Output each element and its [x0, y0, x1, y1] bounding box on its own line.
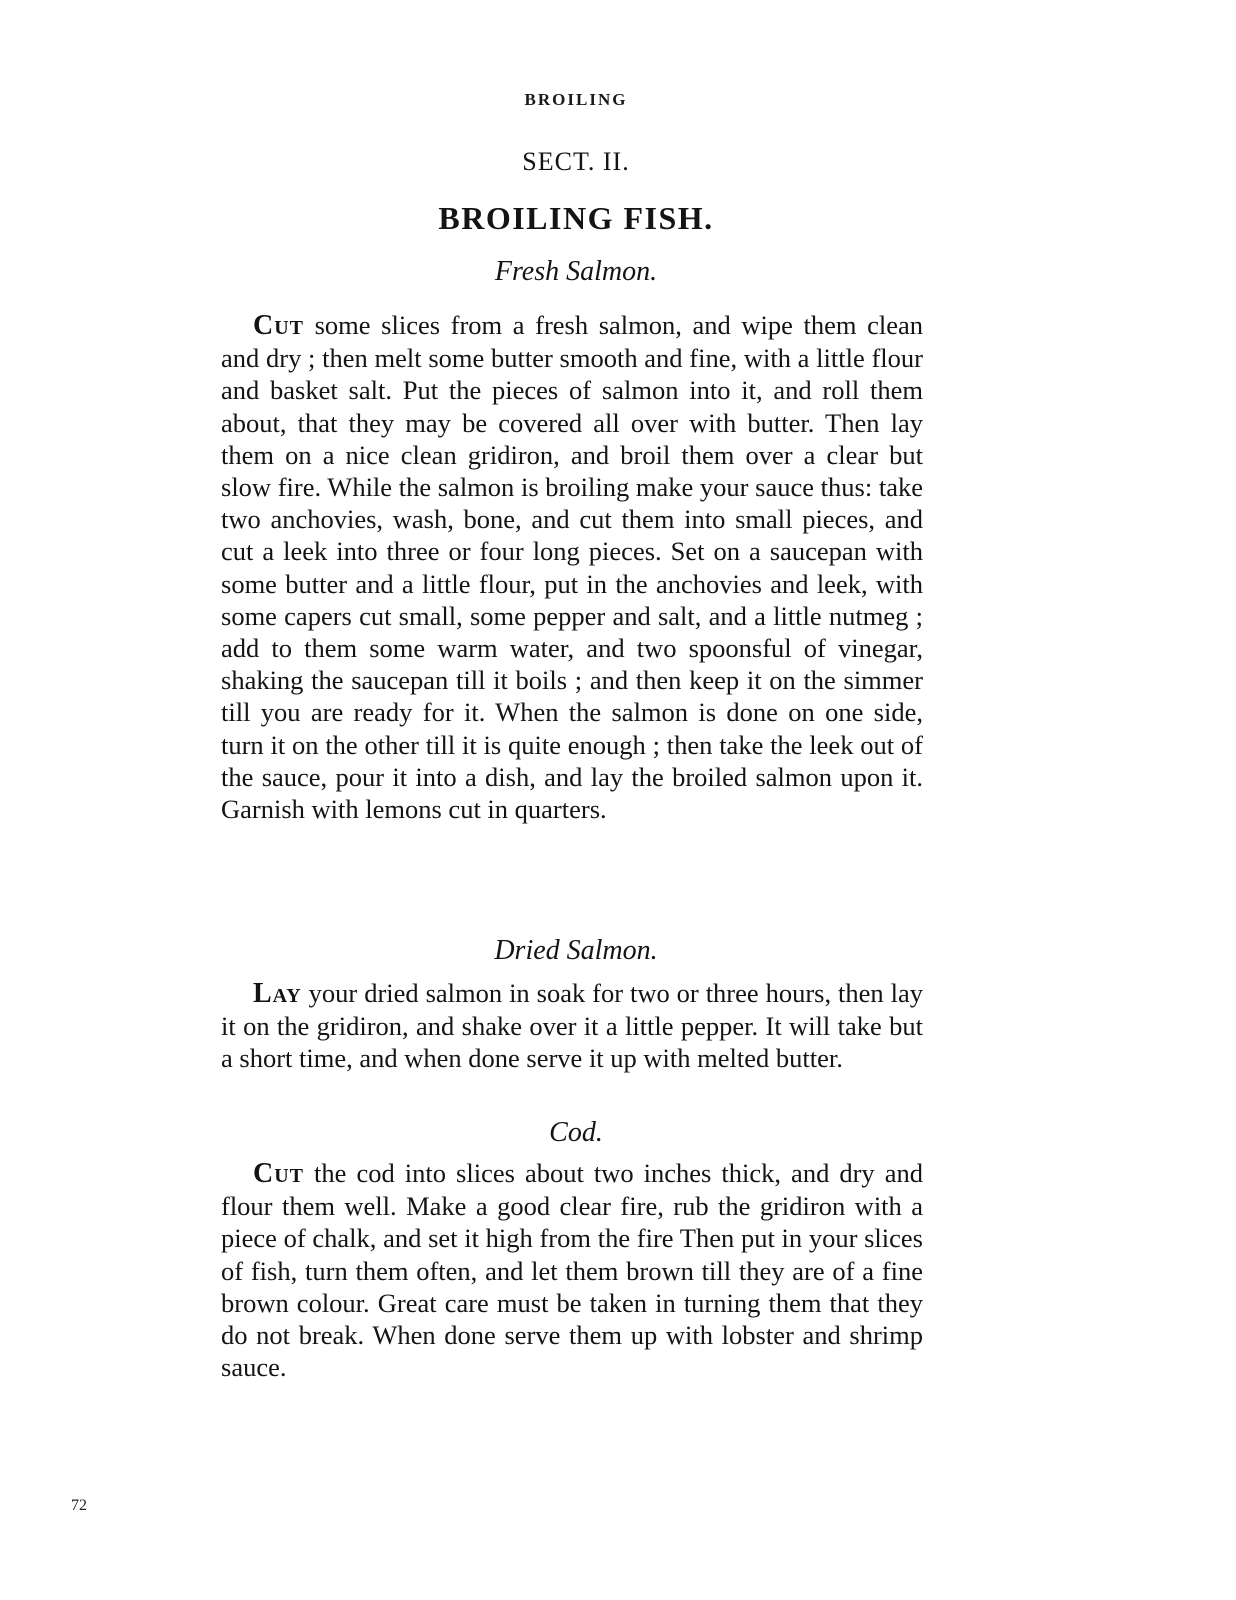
recipe-text: some slices from a fresh salmon, and wipe them clean and dry ; then melt some butter smooth and fine, with a little flour and basket salt. Put the pieces of salmon into it, and roll them about, that they may be covered all over with butter. Then lay them on a nice clean gridiron, and broil them over a clear but slow fire. While the salmon is broiling make your sauce thus: take two anchovies, wash, bone, and cut them into small pieces, and cut a leek into three or four long pieces. Set on a saucepan with some butter and a little flour, put in the anchovies and leek, with some capers cut small, some pepper and salt, and a little nutmeg ; add to them some warm water, and two spoonsful of vinegar, shaking the saucepan till it boils ; and then keep it on the simmer till you are ready for it. When the salmon is done on one side, turn it on the other till it is quite enough ; then take the leek out of the sauce, pour it into a dish, and lay the broiled salmon upon it. Garnish with lemons cut in quarters. [221, 310, 923, 825]
lead-word: Lay [253, 978, 302, 1009]
recipe-title-dried-salmon: Dried Salmon. [494, 935, 658, 966]
lead-word: Cut [253, 1158, 305, 1189]
recipe-body-dried-salmon [221, 977, 923, 1075]
recipe-text: your dried salmon in soak for two or three hours, then lay it on the gridiron, and shake over it a little pepper. It will take but a short time, and when done serve it up with melted butter. [221, 978, 923, 1074]
recipe-title-fresh-salmon: Fresh Salmon. [494, 256, 658, 287]
page-number: 72 [71, 1497, 87, 1514]
recipe-body-cod [221, 1157, 923, 1383]
recipe-title-cod: Cod. [549, 1117, 603, 1148]
recipe-body-fresh-salmon [221, 309, 923, 825]
section-label: SECT. II. [522, 147, 630, 176]
chapter-title: BROILING FISH. [438, 200, 714, 236]
lead-word: Cut [253, 310, 305, 341]
running-head: BROILING [524, 90, 628, 109]
recipe-text: the cod into slices about two inches thick, and dry and flour them well. Make a good clear fire, rub the gridiron with a piece of chalk, and set it high from the fire Then put in your slices of fish, turn them often, and let them brown till they are of a fine brown colour. Great care must be taken in turning them that they do not break. When done serve them up with lobster and shrimp sauce. [221, 1158, 923, 1383]
